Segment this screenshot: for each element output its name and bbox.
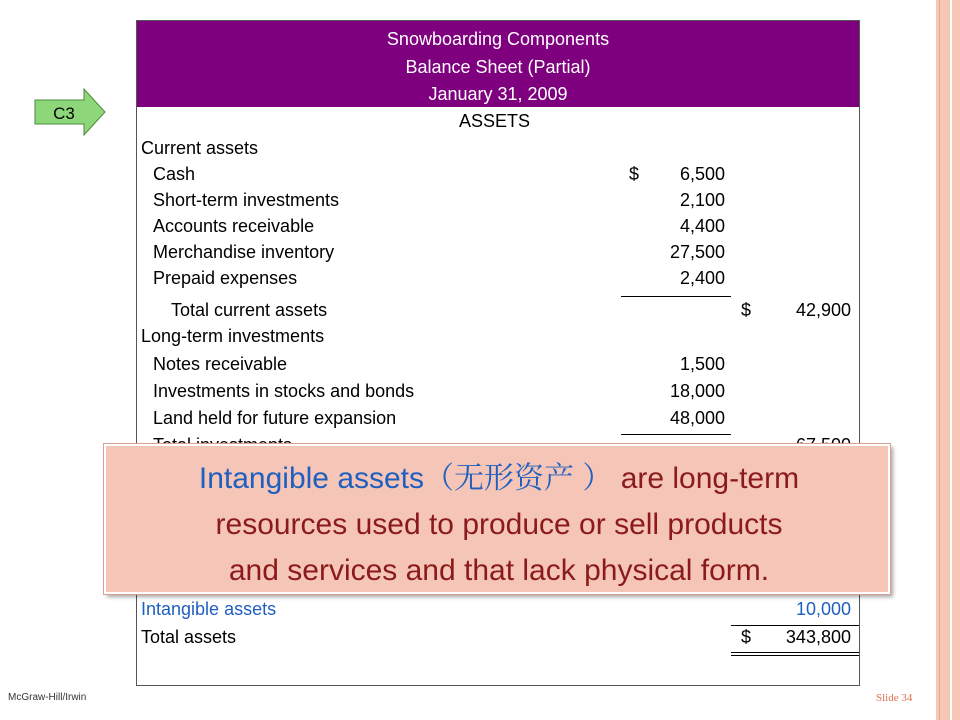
table-row (137, 381, 859, 407)
callout-line-1 (120, 456, 878, 502)
c3-tag-label: C3 (53, 104, 75, 123)
row-total: 42,900 (795, 300, 851, 320)
statement-date: January 31, 2009 (428, 84, 568, 104)
assets-heading: ASSETS (459, 111, 531, 131)
row-amount: 2,400 (679, 268, 725, 288)
table-row (137, 599, 859, 625)
callout-text (120, 456, 878, 594)
dollar-sign: $ (629, 164, 640, 184)
row-amount: 1,500 (679, 354, 725, 374)
dollar-sign: $ (741, 627, 752, 647)
statement-title: Balance Sheet (Partial) (405, 57, 591, 77)
company-name: Snowboarding Components (386, 29, 610, 49)
callout-line-2: resources used to produce or sell products (215, 508, 783, 541)
row-total: 10,000 (795, 599, 851, 619)
table-row (137, 216, 859, 242)
row-total: 343,800 (785, 627, 851, 647)
row-label: Investments in stocks and bonds (153, 381, 415, 401)
row-label: Land held for future expansion (153, 408, 397, 428)
publisher-footer: McGraw-Hill/Irwin (8, 692, 87, 703)
double-underline (731, 652, 859, 653)
row-amount: 48,000 (669, 408, 725, 428)
slide-number: Slide 34 (876, 692, 913, 704)
row-label: Intangible assets (141, 599, 277, 619)
callout-term: Intangible assets（无形资产 ） (198, 462, 613, 495)
table-row (137, 326, 859, 352)
row-label: Merchandise inventory (153, 242, 335, 262)
table-row (137, 408, 859, 434)
callout-line-1-rest: are long-term (612, 462, 800, 495)
table-row (137, 242, 859, 268)
row-label: Cash (153, 164, 196, 184)
table-row (137, 627, 859, 653)
slide-border-line (950, 0, 952, 720)
callout-line-3: and services and that lack physical form. (228, 554, 770, 587)
c3-arrow-tag (34, 88, 106, 136)
row-label: Total assets (141, 627, 237, 647)
row-label: Accounts receivable (153, 216, 315, 236)
sheet-header (137, 21, 859, 107)
row-amount: 27,500 (669, 242, 725, 262)
row-label: Long-term investments (141, 326, 325, 346)
subtotal-underline (621, 296, 731, 297)
row-amount: 18,000 (669, 381, 725, 401)
slide-border-line (939, 0, 940, 720)
dollar-sign: $ (741, 300, 752, 320)
row-amount: 6,500 (679, 164, 725, 184)
row-label: Notes receivable (153, 354, 288, 374)
table-row (137, 268, 859, 294)
table-row (137, 354, 859, 380)
table-row (137, 300, 859, 326)
table-row (137, 164, 859, 190)
row-label: Short-term investments (153, 190, 340, 210)
table-row (137, 190, 859, 216)
row-label: Total current assets (171, 300, 328, 320)
table-row (137, 138, 859, 164)
definition-callout (104, 444, 890, 594)
double-underline (731, 655, 859, 656)
total-underline (731, 625, 859, 626)
row-amount: 4,400 (679, 216, 725, 236)
row-label: Prepaid expenses (153, 268, 298, 288)
assets-heading-row (137, 111, 859, 137)
row-amount: 2,100 (679, 190, 725, 210)
row-label: Current assets (141, 138, 259, 158)
